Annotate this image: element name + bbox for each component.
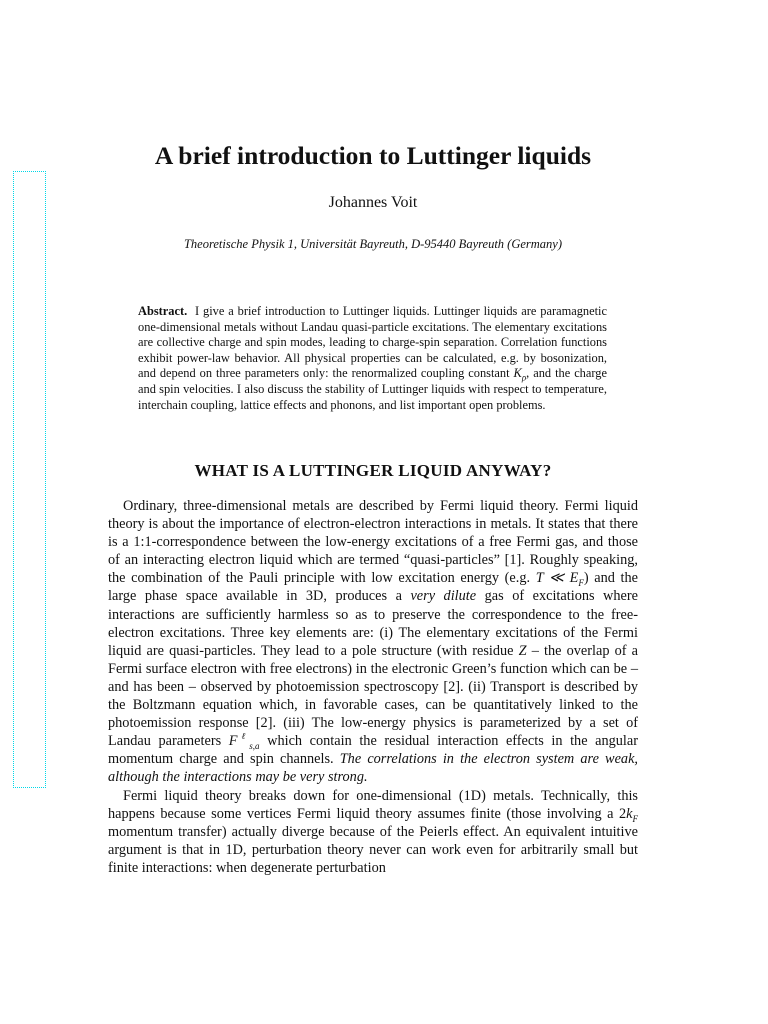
math-kf: $k_F$ xyxy=(626,805,638,824)
paper-author: Johannes Voit xyxy=(328,194,418,211)
math-landau-f: $F^\ell_{s,a}$ xyxy=(228,731,260,752)
math-k-rho: $K_\rho$ xyxy=(513,366,527,383)
section-heading: WHAT IS A LUTTINGER LIQUID ANYWAY? xyxy=(194,461,552,480)
paragraph-2: Fermi liquid theory breaks down for one-dimensional (1D) metals. Technically, this happens because some vertices Fermi liquid theory assumes finite (those involving a $2k_F$ momentum transfer) actually diverge because of the Peierls effect. An equivalent intuitive argument is that in 1D, perturbation theory never can work even for arbitrarily small but finite interactions: when degenerate perturbation xyxy=(108,787,638,876)
paragraph-1: Ordinary, three-dimensional metals are described by Fermi liquid theory. Fermi liquid theory is about the importance of electron-electron interactions in metals. It states that there is a 1:1-correspondence between the low-energy excitations of a free Fermi gas, and those of an interacting electron liquid which are termed “quasi-particles” [1]. Roughly speaking, the combination of the Pauli principle with low excitation energy (e.g. T ≪ $E_F$) and the large phase space available in 3D, produces a very dilute gas of excitations where interactions are sufficiently harmless so as to preserve the correspondence to the free-electron excitations. Three key elements are: (i) The elementary excitations of the Fermi liquid are quasi-particles. They lead to a pole structure (with residue Z – the overlap of a Fermi surface electron with free electrons) in the electronic Green’s function which can be – and has been – observed by photoemission spectroscopy [2]. (ii) Transport is described by the Boltzmann equation which, in favorable cases, can be quantitatively linked to the photoemission response [2]. (iii) The low-energy physics is parameterized by a set of Landau parameters $F^\ell_{s,a}$ which contain the residual interaction effects in the angular momentum charge and spin channels. The correlations in the electron system are weak, although the interactions may be very strong. xyxy=(108,498,639,786)
paper-title: A brief introduction to Luttinger liquids xyxy=(154,141,592,170)
math-z: Z xyxy=(518,642,527,659)
emphasis-correlations: The correlations in the electron system are weak, although the interactions may be very strong. xyxy=(108,751,638,786)
math-inequality: T ≪ $E_F$ xyxy=(535,570,584,589)
abstract-text-end: , and the charge and spin velocities. I also discuss the stability of Luttinger liquids with respect to temperature, interchain coupling, lattice effects and phonons, and list important open problems. xyxy=(138,366,607,412)
emphasis-very-dilute: very dilute xyxy=(410,588,477,605)
abstract-label: Abstract. xyxy=(138,304,188,318)
margin-frame xyxy=(13,171,46,788)
abstract xyxy=(138,304,607,413)
paper-affiliation: Theoretische Physik 1, Universität Bayreuth, D-95440 Bayreuth (Germany) xyxy=(183,237,563,251)
body-text xyxy=(108,497,638,877)
abstract-text: I give a brief introduction to Luttinger liquids. Luttinger liquids are paramagnetic one-dimensional metals without Landau quasi-particle excitations. The elementary excitations are collective charge and spin modes, leading to charge-spin separation. Correlation functions exhibit power-law behavior. All physical properties can be calculated, e.g. by bosonization, and depend on three parameters only: the renormalized coupling constant xyxy=(138,304,607,381)
